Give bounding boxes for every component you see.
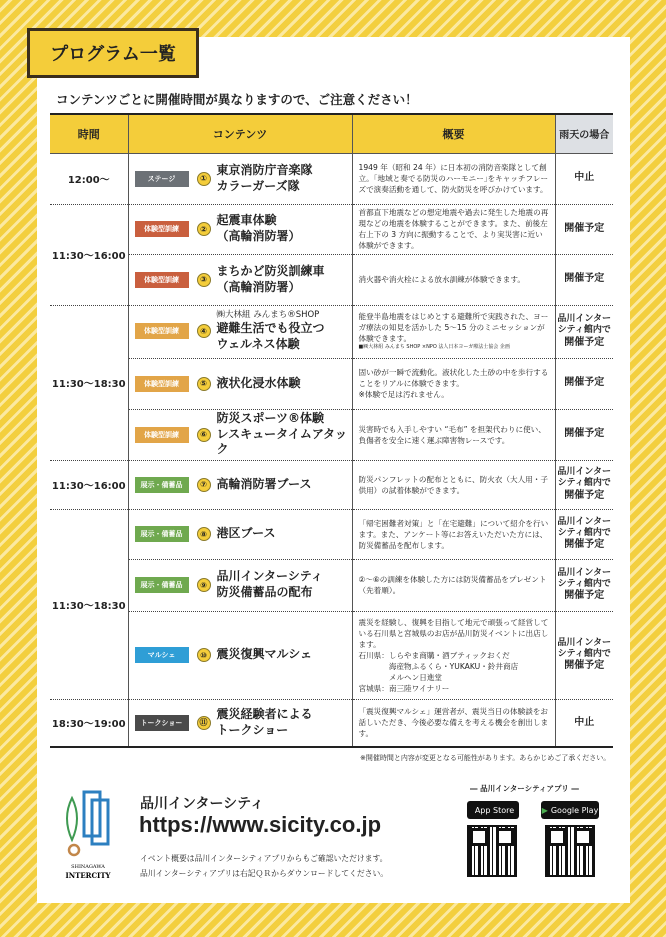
summary-cell — [352, 305, 555, 358]
summary-line: ※体験で足は汚れません。 — [358, 390, 449, 399]
category-tag: マルシェ — [135, 647, 189, 663]
summary-cell — [352, 204, 555, 254]
summary-line: 「震災復興マルシェ」運営者が、震災当日の体験談をお話しいただき、今後必要な備えを考える機会を創出します。 — [358, 707, 549, 739]
program-name-line: 液状化浸水体験 — [216, 375, 301, 390]
summary-line: ②～⑥の訓練を体験した方には防災備蓄品をプレゼント（先着順）。 — [358, 575, 547, 595]
program-name-line: 震災経験者による — [216, 707, 313, 722]
rain-line: 品川インター — [557, 467, 612, 477]
notice-text: コンテンツごとに開催時間が異なりますので、ご注意ください！ — [56, 92, 418, 107]
rain-line: 品川インター — [557, 314, 612, 324]
category-tag: 体験型訓練 — [135, 376, 189, 392]
summary-line: 石川県：しらやま商購・酒ブティックおくだ — [358, 650, 510, 660]
summary-cell — [352, 699, 555, 747]
program-row — [50, 204, 613, 254]
program-name-line: （高輪消防署） — [216, 279, 301, 294]
program-row — [50, 305, 613, 358]
category-tag: 体験型訓練 — [135, 221, 189, 237]
number-badge: ④ — [197, 324, 211, 338]
program-name-line: 震災復興マルシェ — [216, 647, 312, 662]
program-name — [217, 376, 301, 392]
number-badge: ⑨ — [197, 578, 211, 592]
program-row — [50, 509, 613, 559]
summary-line: 宮城県：南三陸ワイナリー — [358, 683, 450, 693]
rain-status: 中止 — [555, 699, 613, 747]
app-store-qr-code[interactable] — [467, 825, 517, 877]
program-name — [217, 163, 313, 194]
program-name — [217, 310, 325, 352]
program-name-line: （高輪消防署） — [216, 229, 301, 243]
program-name — [217, 707, 313, 738]
category-tag: 展示・備蓄品 — [135, 477, 189, 493]
summary-credit: ■㈱大林組 みんまち SHOP ×NPO 法人日本ヨーガ療法士協会 企画 — [358, 344, 510, 351]
time-cell: 11:30〜16:00 — [50, 204, 128, 305]
summary-line: 1949 年（昭和 24 年）に日本初の消防音楽隊として創立。｢地域と奏でる防災のハーモニー｣をキャッチフレーズで演奏活動を通して、防火防災を呼びかけています。 — [358, 163, 549, 194]
header-summary: 概要 — [352, 114, 555, 153]
program-name-line: ウェルネス体験 — [216, 337, 300, 352]
program-name-line: 東京消防庁音楽隊 — [216, 162, 313, 177]
google-play-label: Google Play — [550, 805, 599, 815]
rain-status: 開催予定 — [555, 409, 613, 460]
summary-cell — [352, 153, 555, 204]
summary-line: 「帰宅困難者対策」と「在宅避難」について紹介を行います。また、アンケート等にお答えいただいた方には、防災備蓄品を配布します。 — [358, 518, 549, 550]
contents-cell — [128, 509, 352, 559]
number-badge: ⑦ — [197, 478, 211, 492]
program-row — [50, 358, 613, 409]
program-row — [50, 153, 613, 204]
program-row — [50, 699, 613, 747]
logo-text-2: INTERCITY — [65, 871, 111, 880]
rain-line: シティ館内で — [557, 578, 611, 589]
summary-line: 首都直下地震などの想定地震や過去に発生した地震の再現などの地震を体験することができます。また、前後左右上下の 3 方向に振動することで、より実災害に近い体験ができます。 — [358, 208, 549, 250]
header-contents: コンテンツ — [128, 114, 352, 153]
program-table — [50, 113, 613, 748]
program-name — [217, 213, 301, 244]
summary-line: 固い砂が一瞬で流動化。液状化した土砂の中を歩行することをリアルに体験できます。 — [358, 368, 549, 388]
contents-cell — [128, 358, 352, 409]
category-tag: 体験型訓練 — [135, 272, 189, 288]
rain-status: 開催予定 — [555, 358, 613, 409]
time-cell: 11:30〜16:00 — [50, 460, 128, 509]
summary-line: 能登半島地震をはじめとする避難所で実践された、ヨーガ療法の知見を活かした 5～15 分のミニセッションが体験できます。 — [358, 312, 549, 344]
rain-line: 品川インター — [557, 567, 612, 578]
summary-line: 消火器や消火栓による放水訓練が体験できます。 — [358, 275, 525, 284]
summary-line: メルヘン日進堂 — [358, 672, 443, 682]
program-row — [50, 409, 613, 460]
rain-line: 品川インター — [557, 516, 612, 527]
program-name — [217, 411, 352, 458]
rain-line: シティ館内で — [557, 648, 611, 659]
number-badge: ③ — [197, 273, 211, 287]
number-badge: ① — [197, 172, 211, 186]
program-name-line: まちかど防災訓練車 — [216, 263, 325, 278]
desc-line-1: イベント概要は品川インターシティアプリからもご確認いただけます。 — [140, 854, 388, 863]
app-store-label: App Store — [474, 805, 515, 815]
summary-cell — [352, 358, 555, 409]
summary-line: 海産物ふるくら・YUKAKU・鈴井商店 — [358, 661, 519, 671]
number-badge: ⑤ — [197, 377, 211, 391]
number-badge: ② — [197, 222, 211, 236]
rain-status — [555, 509, 613, 559]
program-name-line: 避難生活でも役立つ — [216, 321, 325, 336]
rain-status: 開催予定 — [555, 254, 613, 305]
program-name-line: カラーガーズ隊 — [216, 178, 300, 193]
contents-cell — [128, 699, 352, 747]
rain-status — [555, 305, 613, 358]
program-sponsor: ㈱大林組 みんまち®SHOP — [216, 310, 320, 321]
rain-line: 品川インター — [557, 637, 612, 648]
play-icon: ▶ — [541, 805, 548, 815]
app-store-badge[interactable] — [467, 801, 519, 819]
shinagawa-intercity-logo — [62, 788, 114, 882]
program-name-line: 港区ブース — [216, 526, 276, 541]
program-name-line: 防災スポーツ®体験 — [216, 411, 325, 426]
rain-status — [555, 611, 613, 699]
summary-cell — [352, 460, 555, 509]
rain-line: 開催予定 — [564, 336, 605, 348]
footnote: ※開催時間と内容が変更となる可能性があります。あらかじめご了承ください。 — [360, 754, 611, 762]
rain-line: 開催予定 — [564, 489, 605, 501]
logo-text-1: SHINAGAWA — [71, 864, 105, 870]
summary-line: 災害時でも入手しやすい “毛布” を担架代わりに使い、負傷者を安全に速く運ぶ障害物レースです。 — [358, 424, 546, 445]
program-name-line: 高輪消防署ブース — [216, 476, 312, 491]
program-name — [217, 647, 312, 663]
rain-line: 開催予定 — [564, 590, 605, 601]
program-name — [217, 477, 312, 493]
rain-line: 開催予定 — [564, 660, 605, 671]
contents-cell — [128, 305, 352, 358]
header-time: 時間 — [50, 114, 128, 153]
category-tag: トークショー — [135, 715, 189, 731]
time-cell: 18:30〜19:00 — [50, 699, 128, 747]
program-name-line: トークショー — [216, 722, 289, 737]
category-tag: ステージ — [135, 171, 189, 187]
contents-cell — [128, 254, 352, 305]
google-play-badge[interactable] — [541, 801, 599, 819]
org-name: 品川インターシティ — [140, 796, 265, 812]
program-name-line: 防災備蓄品の配布 — [216, 585, 313, 599]
summary-cell — [352, 509, 555, 559]
summary-line: 震災を経験し、復興を目指して地元で頑張って経営している石川県と宮城県のお店が品川防災イベントに出店します。 — [358, 617, 549, 649]
category-tag: 展示・備蓄品 — [135, 526, 189, 542]
number-badge: ⑧ — [197, 527, 211, 541]
number-badge: ⑪ — [197, 716, 211, 730]
program-name-line: 品川インターシティ — [216, 569, 323, 584]
program-row — [50, 611, 613, 699]
desc-line-2: 品川インターシティアプリは右記ＱＲからダウンロードしてください。 — [140, 868, 389, 878]
rain-status: 開催予定 — [555, 204, 613, 254]
time-cell: 11:30〜18:30 — [50, 305, 128, 460]
program-name — [217, 264, 325, 295]
contents-cell — [128, 204, 352, 254]
contents-cell — [128, 409, 352, 460]
number-badge: ⑥ — [197, 428, 211, 442]
time-cell: 11:30〜18:30 — [50, 509, 128, 699]
google-play-qr-code[interactable] — [545, 825, 595, 877]
rain-line: シティ館内で — [557, 527, 611, 538]
summary-line: 防災パンフレットの配布とともに、防火衣（大人用・子供用）の試着体験ができます。 — [358, 474, 548, 495]
summary-cell — [352, 254, 555, 305]
footer-description — [140, 852, 388, 882]
time-cell: 12:00〜 — [50, 153, 128, 204]
number-badge: ⑩ — [197, 648, 211, 662]
app-label: ― 品川インターシティアプリ ― — [470, 784, 579, 793]
website-link[interactable]: https://www.sicity.co.jp — [139, 812, 382, 837]
summary-cell — [352, 409, 555, 460]
program-name-line: レスキュータイムアタック — [216, 426, 348, 457]
rain-line: 開催予定 — [564, 539, 605, 550]
program-row — [50, 460, 613, 509]
rain-line: シティ館内で — [557, 325, 611, 336]
page-title: プログラム一覧 — [27, 28, 199, 78]
category-tag: 体験型訓練 — [135, 427, 189, 443]
program-name-line: 起震車体験 — [216, 213, 277, 228]
program-row — [50, 559, 613, 611]
rain-status — [555, 559, 613, 611]
summary-cell — [352, 559, 555, 611]
program-name — [217, 526, 276, 542]
header-rain: 雨天の場合 — [555, 114, 613, 153]
program-row — [50, 254, 613, 305]
program-name — [217, 569, 323, 600]
contents-cell — [128, 460, 352, 509]
rain-status — [555, 460, 613, 509]
contents-cell — [128, 559, 352, 611]
contents-cell — [128, 153, 352, 204]
rain-line: シティ館内で — [557, 478, 611, 489]
category-tag: 体験型訓練 — [135, 323, 189, 339]
rain-status: 中止 — [555, 153, 613, 204]
category-tag: 展示・備蓄品 — [135, 577, 189, 593]
contents-cell — [128, 611, 352, 699]
summary-cell — [352, 611, 555, 699]
